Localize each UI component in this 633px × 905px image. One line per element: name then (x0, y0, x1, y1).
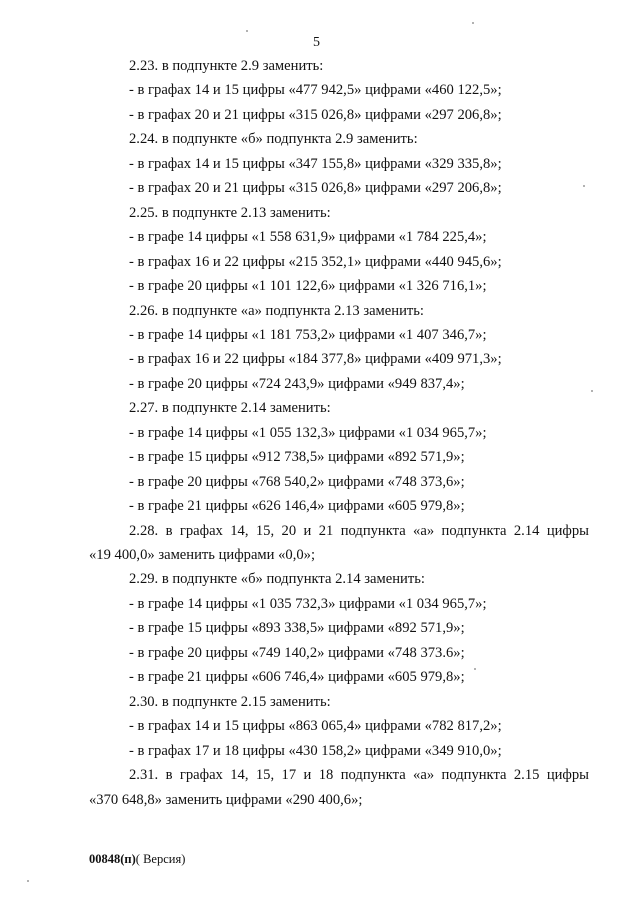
list-item: - в графе 15 цифры «912 738,5» цифрами «892 571,9»; (129, 449, 465, 466)
scan-speck (246, 30, 248, 32)
list-item: - в графах 16 и 22 цифры «184 377,8» цифрами «409 971,3»; (129, 351, 502, 368)
list-item: - в графе 21 цифры «606 746,4» цифрами «605 979,8»; (129, 669, 465, 686)
list-item: - в графе 20 цифры «749 140,2» цифрами «748 373.6»; (129, 644, 465, 661)
paragraph-line: «19 400,0» заменить цифрами «0,0»; (89, 547, 316, 563)
section-heading: 2.30. в подпункте 2.15 заменить: (129, 693, 331, 710)
scan-speck (474, 668, 476, 670)
list-item: - в графах 14 и 15 цифры «477 942,5» цифрами «460 122,5»; (129, 82, 502, 99)
scan-speck (472, 22, 474, 24)
footer-document-code: 00848(п) (89, 852, 136, 866)
footer-version-label: ( Версия) (135, 852, 186, 866)
paragraph-line: 2.28. в графах 14, 15, 20 и 21 подпункта «а» подпункта 2.14 цифры (129, 522, 589, 539)
section-heading: 2.25. в подпункте 2.13 заменить: (129, 204, 331, 221)
list-item: - в графах 20 и 21 цифры «315 026,8» цифрами «297 206,8»; (129, 180, 502, 197)
list-item: - в графе 20 цифры «1 101 122,6» цифрами «1 326 716,1»; (129, 278, 487, 295)
document-footer (89, 852, 185, 867)
list-item: - в графе 14 цифры «1 558 631,9» цифрами «1 784 225,4»; (129, 229, 487, 246)
document-body (0, 57, 633, 817)
list-item: - в графе 14 цифры «1 035 732,3» цифрами «1 034 965,7»; (129, 595, 487, 612)
section-heading: 2.23. в подпункте 2.9 заменить: (129, 58, 324, 74)
list-item: - в графе 21 цифры «626 146,4» цифрами «605 979,8»; (129, 498, 465, 515)
paragraph-line: «370 648,8» заменить цифрами «290 400,6»; (89, 791, 363, 808)
paragraph-line: 2.31. в графах 14, 15, 17 и 18 подпункта «а» подпункта 2.15 цифры (129, 767, 589, 784)
list-item: - в графе 15 цифры «893 338,5» цифрами «892 571,9»; (129, 620, 465, 637)
page-number: 5 (313, 35, 320, 50)
scan-speck (591, 390, 593, 392)
list-item: - в графе 14 цифры «1 181 753,2» цифрами «1 407 346,7»; (129, 326, 487, 343)
section-heading: 2.24. в подпункте «б» подпункта 2.9 заменить: (129, 131, 418, 148)
list-item: - в графе 20 цифры «768 540,2» цифрами «748 373,6»; (129, 473, 465, 490)
list-item: - в графах 20 и 21 цифры «315 026,8» цифрами «297 206,8»; (129, 106, 502, 123)
list-item: - в графах 14 и 15 цифры «347 155,8» цифрами «329 335,8»; (129, 155, 502, 172)
section-heading: 2.26. в подпункте «а» подпункта 2.13 заменить: (129, 302, 424, 319)
list-item: - в графе 20 цифры «724 243,9» цифрами «949 837,4»; (129, 375, 465, 392)
section-heading: 2.29. в подпункте «б» подпункта 2.14 заменить: (129, 571, 425, 588)
list-item: - в графах 14 и 15 цифры «863 065,4» цифрами «782 817,2»; (129, 718, 502, 735)
scan-speck (583, 185, 585, 187)
list-item: - в графах 16 и 22 цифры «215 352,1» цифрами «440 945,6»; (129, 253, 502, 270)
list-item: - в графе 14 цифры «1 055 132,3» цифрами «1 034 965,7»; (129, 424, 487, 441)
scan-speck (27, 880, 29, 882)
section-heading: 2.27. в подпункте 2.14 заменить: (129, 400, 331, 417)
list-item: - в графах 17 и 18 цифры «430 158,2» цифрами «349 910,0»; (129, 742, 502, 759)
